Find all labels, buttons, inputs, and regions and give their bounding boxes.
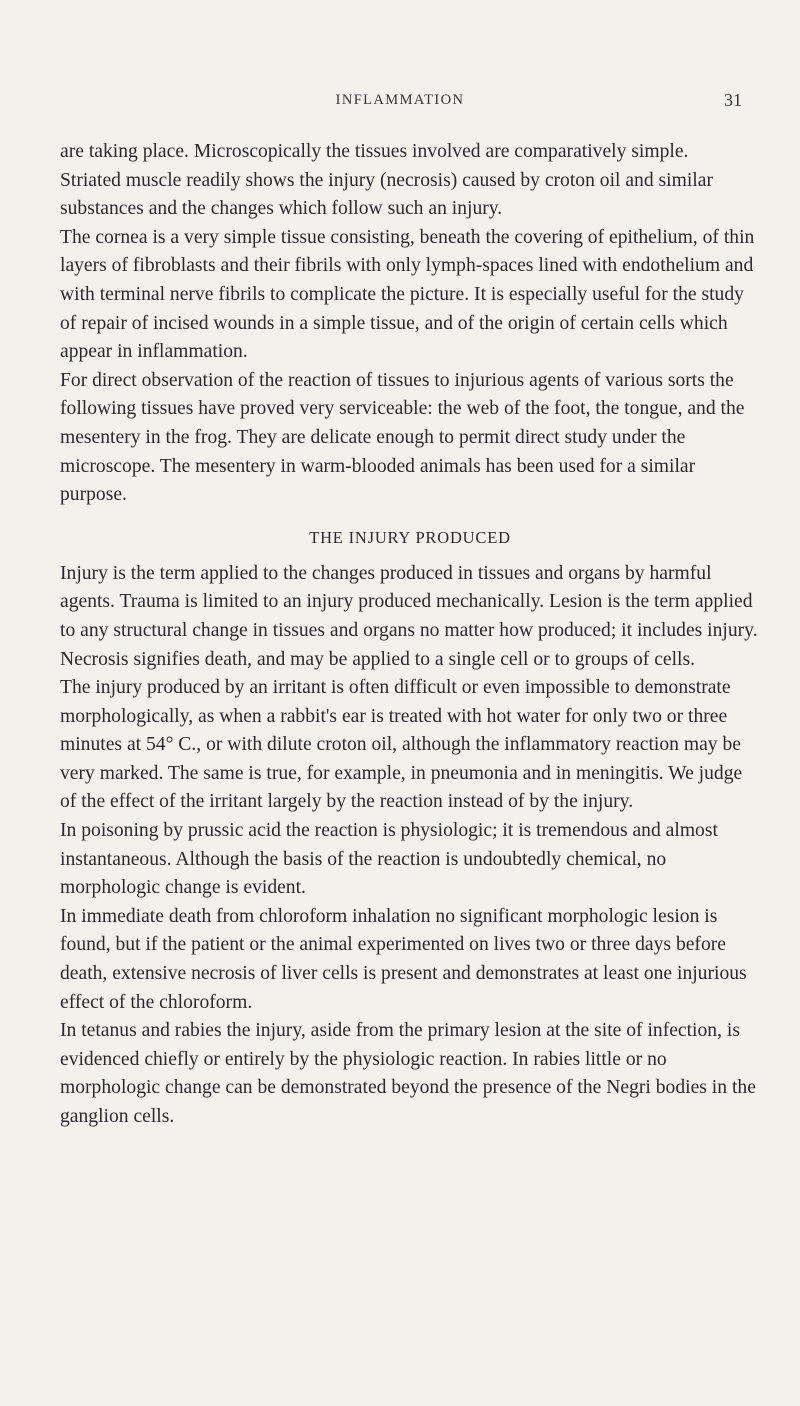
paragraph: Striated muscle readily shows the injury (necrosis) caused by croton oil and similar substances and the changes which follow such an injury. [60, 169, 713, 220]
paragraph: In immediate death from chloroform inhalation no significant morphologic lesion is found, but if the patient or the animal experimented on lives two or three days before death, extensive necrosis of liver cells is present and demonstrates at least one injurious effect of the chloroform. [60, 905, 747, 1013]
running-head [0, 90, 800, 114]
page-number: 31 [724, 90, 742, 110]
paragraph: The cornea is a very simple tissue consisting, beneath the covering of epithelium, of thin layers of fibroblasts and their fibrils with only lymph-spaces lined with endothelium and with terminal nerve fibrils to complicate the picture. It is especially useful for the study of repair of incised wounds in a simple tissue, and of the origin of certain cells which appear in inflammation. [60, 226, 755, 363]
paragraph: The injury produced by an irritant is often difficult or even impossible to demonstrate morphologically, as when a rabbit's ear is treated with hot water for only two or three minutes at 54° C., or with dilute croton oil, although the inflammatory reaction may be very marked. The same is true, for example, in pneumonia and in meningitis. We judge of the effect of the irritant largely by the reaction instead of by the injury. [60, 677, 743, 813]
running-title: INFLAMMATION [335, 92, 465, 108]
paragraph: are taking place. Microscopically the tissues involved are comparatively simple. [60, 141, 689, 162]
paragraph: Injury is the term applied to the changes produced in tissues and organs by harmful agents. Trauma is limited to an injury produced mechanically. Lesion is the term applied to any structural change in tissues and organs no matter how produced; it includes injury. Necrosis signifies death, and may be applied to a single cell or to groups of cells. [60, 562, 758, 670]
paragraph: In tetanus and rabies the injury, aside from the primary lesion at the site of infection, is evidenced chiefly or entirely by the physiologic reaction. In rabies little or no morphologic change can be demonstrated beyond the presence of the Negri bodies in the ganglion cells. [60, 1020, 756, 1127]
paragraph: In poisoning by prussic acid the reaction is physiologic; it is tremendous and almost instantaneous. Although the basis of the reaction is undoubtedly chemical, no morphologic change is evident. [60, 820, 718, 899]
body-text [60, 138, 760, 1132]
section-heading: THE INJURY PRODUCED [309, 527, 511, 547]
paragraph: For direct observation of the reaction of tissues to injurious agents of various sorts the following tissues have proved very serviceable: the web of the foot, the tongue, and the mesentery in the frog. They are delicate enough to permit direct study under the microscope. The mesentery in warm-blooded animals has been used for a similar purpose. [60, 369, 745, 506]
